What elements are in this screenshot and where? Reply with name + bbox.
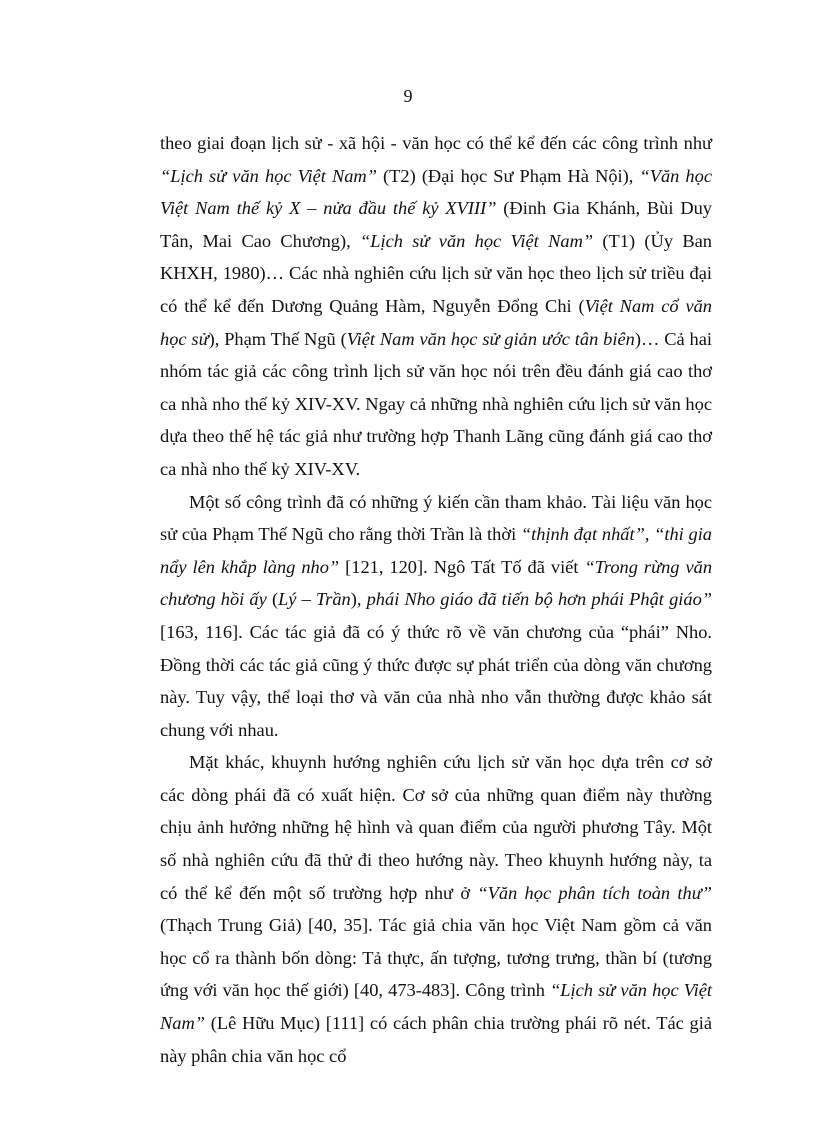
italic-text: “Lịch sử văn học Việt Nam” [360, 230, 594, 251]
italic-text: “thi gia nẩy lên khắp làng nho” [160, 524, 713, 577]
paragraph [160, 486, 712, 747]
text-run: (Thạch Trung Giả) [40, 35]. Tác giả chia văn học Việt Nam gồm cả văn học cổ ra thành bốn dòng: Tả thực, ấn tượng, tương trưng, thần bí (tương ứng với văn học thế giới) [40, 473-483]. Công trình [160, 915, 712, 1001]
italic-text: Việt Nam văn học sử giản ước tân biên [346, 328, 635, 349]
italic-text: Việt Nam cổ văn học sử [160, 295, 712, 349]
text-run: [121, 120]. Ngô Tất Tố đã viết [339, 556, 585, 577]
body-text [160, 127, 712, 1072]
text-run: Mặt khác, khuynh hướng nghiên cứu lịch sử văn học dựa trên cơ sở các dòng phái đã có xuất hiện. Cơ sở của những quan điểm này thường chịu ảnh hưởng những hệ hình và quan điểm của người phương Tây. Một số nhà nghiên cứu đã thử đi theo hướng này. Theo khuynh hướng này, ta có thể kể đến một số trường hợp như ở [160, 752, 712, 903]
text-run: (T1) (Ủy Ban KHXH, 1980)… Các nhà nghiên cứu lịch sử văn học theo lịch sử triều đại có thể kể đến Dương Quảng Hàm, Nguyễn Đổng Chi ( [160, 230, 712, 316]
text-run: ) [350, 589, 357, 610]
paragraph [160, 746, 712, 1072]
italic-text: “thịnh đạt nhất” [520, 524, 645, 545]
italic-text: “Văn học Việt Nam thế kỷ X – nửa đầu thế kỷ XVIII” [160, 165, 712, 219]
text-run: [163, 116]. Các tác giả đã có ý thức rõ về văn chương của “phái” Nho. Đồng thời các tác giả cũng ý thức được sự phát triển của dòng văn chương này. Tuy vậy, thể loại thơ và văn của nhà nho vẫn thường được khảo sát chung với nhau. [160, 621, 712, 740]
paragraph [160, 127, 712, 486]
italic-text: , phái Nho giáo đã tiến bộ hơn phái Phật giáo” [356, 589, 712, 610]
text-run: , [644, 524, 655, 545]
italic-text: “Lịch sử văn học Việt Nam” [160, 980, 712, 1034]
italic-text: “Trong rừng văn chương hồi ấy [160, 556, 713, 610]
text-run: ( [266, 589, 279, 610]
italic-text: Lý – Trần [278, 589, 351, 610]
italic-text: “Văn học phân tích toàn thư” [477, 882, 712, 903]
text-run: (Đinh Gia Khánh, Bùi Duy Tân, Mai Cao Chương), [160, 198, 712, 251]
text-run: (T2) (Đại học Sư Phạm Hà Nội), [376, 165, 640, 186]
text-run: theo giai đoạn lịch sử - xã hội - văn học có thể kể đến các công trình như [160, 133, 712, 153]
text-run: Một số công trình đã có những ý kiến cần tham khảo. Tài liệu văn học sử của Phạm Thế Ngũ cho rằng thời Trần là thời [160, 491, 712, 545]
text-run: )… Cả hai nhóm tác giả các công trình lịch sử văn học nói trên đều đánh giá cao thơ ca nhà nho thế kỷ XIV-XV. Ngay cả những nhà nghiên cứu lịch sử văn học dựa theo thế hệ tác giả như trường hợp Thanh Lãng cũng đánh giá cao thơ ca nhà nho thế kỷ XIV-XV. [160, 328, 712, 479]
page-number: 9 [403, 86, 413, 106]
text-run: (Lê Hữu Mục) [111] có cách phân chia trường phái rõ nét. Tác giả này phân chia văn học cổ [160, 1013, 712, 1066]
text-run: ), Phạm Thế Ngũ ( [208, 328, 347, 349]
italic-text: “Lịch sử văn học Việt Nam” [160, 165, 377, 186]
